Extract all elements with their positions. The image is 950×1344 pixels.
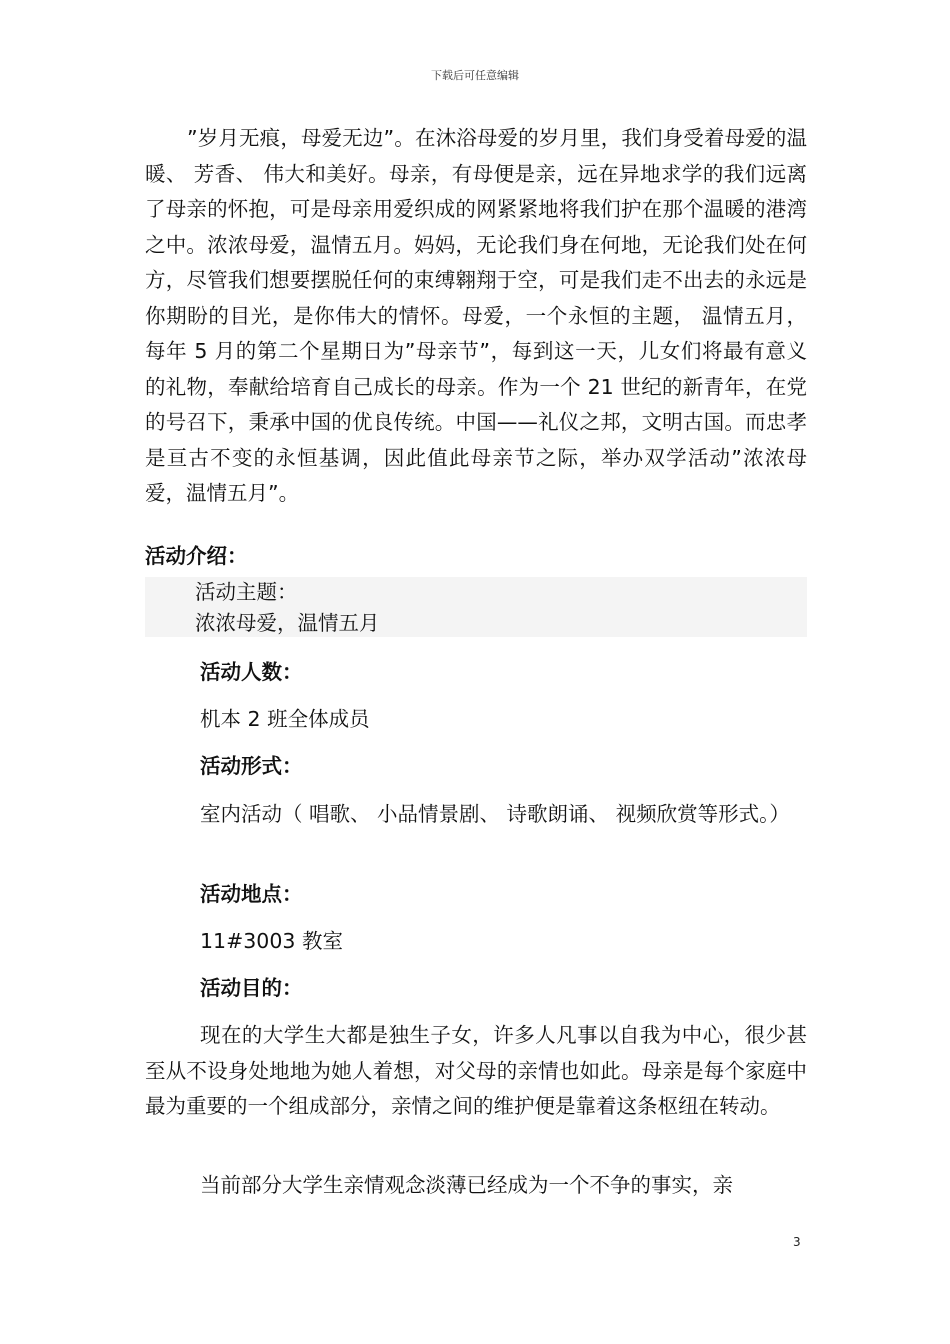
page-number: 3	[793, 1235, 801, 1249]
location-heading: 活动地点：	[200, 882, 303, 906]
format-heading: 活动形式：	[200, 754, 303, 778]
participants-value: 机本 2 班全体成员	[200, 707, 370, 731]
theme-block	[145, 577, 807, 637]
intro-paragraph: ”岁月无痕，母爱无边”。在沐浴母爱的岁月里，我们身受着母爱的温暖、 芳香、 伟大和美好。母亲，有母便是亲，远在异地求学的我们远离了母亲的怀抱，可是母亲用爱织成的网紧紧地将我们护在那个温暖的港湾之中。浓浓母爱，温情五月。妈妈，无论我们身在何地，无论我们处在何方，尽管我们想要摆脱任何的束缚翱翔于空，可是我们走不出去的永远是你期盼的目光，是你伟大的情怀。母爱，一个永恒的主题， 温情五月，每年 5 月的第二个星期日为”母亲节”，每到这一天，儿女们将最有意义的礼物，奉献给培育自己成长的母亲。作为一个 21 世纪的新青年，在党的号召下，秉承中国的优良传统。中国——礼仪之邦，文明古国。而忠孝是亘古不变的永恒基调，因此值此母亲节之际，举办双学活动”浓浓母爱，温情五月”。	[145, 126, 807, 505]
purpose-heading: 活动目的：	[200, 976, 303, 1000]
page-header: 下载后可任意编辑	[431, 69, 519, 82]
format-value: 室内活动（ 唱歌、 小品情景剧、 诗歌朗诵、 视频欣赏等形式。）	[200, 802, 790, 826]
theme-label: 活动主题：	[195, 580, 298, 604]
participants-heading: 活动人数：	[200, 660, 303, 684]
purpose-paragraph-2: 当前部分大学生亲情观念淡薄已经成为一个不争的事实，亲	[200, 1173, 733, 1197]
purpose-paragraph-1: 现在的大学生大都是独生子女，许多人凡事以自我为中心，很少甚至从不设身处地地为她人着想，对父母的亲情也如此。母亲是每个家庭中最为重要的一个组成部分，亲情之间的维护便是靠着这条枢纽在转动。	[145, 1023, 807, 1118]
theme-value: 浓浓母爱，温情五月	[195, 611, 380, 635]
activity-intro-heading: 活动介绍：	[145, 544, 248, 568]
location-value: 11#3003 教室	[200, 929, 343, 953]
